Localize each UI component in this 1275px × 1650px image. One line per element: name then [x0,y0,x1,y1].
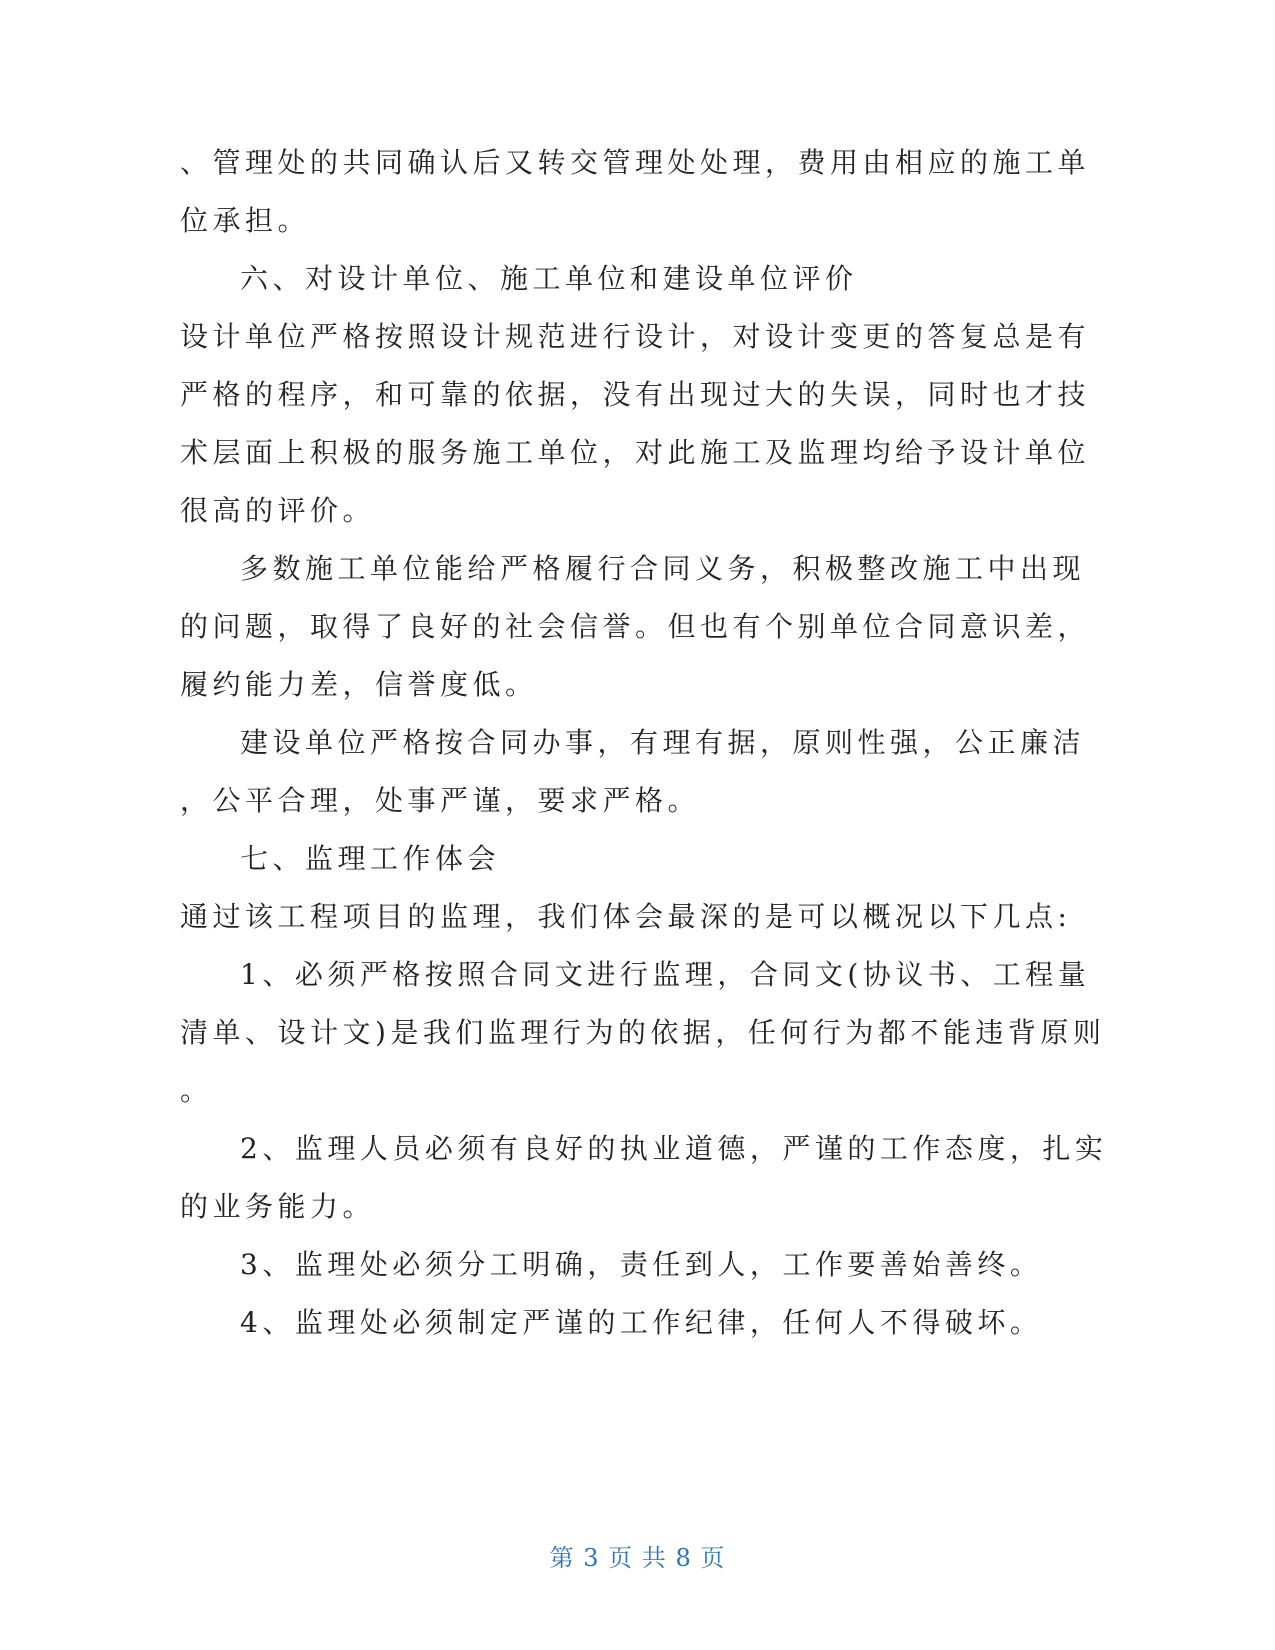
text-line: ，公平合理，处事严谨，要求严格。 [180,784,701,817]
text-line: 的业务能力。 [180,1190,376,1223]
total-pages-number: 8 [675,1544,692,1572]
footer-prefix: 第 [549,1544,575,1572]
text-line: 位承担。 [180,204,311,237]
text-line: 的问题，取得了良好的社会信誉。但也有个别单位合同意识差， [180,610,1091,643]
list-item: 4、监理处必须制定严谨的工作纪律，任何人不得破坏。 [240,1306,1043,1339]
list-item: 2、监理人员必须有良好的执业道德，严谨的工作态度，扎实 [240,1132,1108,1165]
text-line: 设计单位严格按照设计规范进行设计，对设计变更的答复总是有 [180,320,1091,353]
paragraph-start: 建设单位严格按合同办事，有理有据，原则性强，公正廉洁 [240,726,1086,759]
list-item: 1、必须严格按照合同文进行监理，合同文(协议书、工程量 [240,958,1091,991]
text-line: 、管理处的共同确认后又转交管理处处理，费用由相应的施工单 [180,146,1091,179]
text-line: 通过该工程项目的监理，我们体会最深的是可以概况以下几点: [180,900,1072,933]
paragraph-start: 多数施工单位能给严格履行合同义务，积极整改施工中出现 [240,552,1086,585]
list-item: 3、监理处必须分工明确，责任到人，工作要善始善终。 [240,1248,1043,1281]
section-heading: 六、对设计单位、施工单位和建设单位评价 [240,262,858,295]
text-line: 严格的程序，和可靠的依据，没有出现过大的失误，同时也才技 [180,378,1091,411]
text-line: 履约能力差，信誉度低。 [180,668,538,701]
current-page-number: 3 [583,1544,600,1572]
section-heading: 七、监理工作体会 [240,842,501,875]
text-line: 很高的评价。 [180,494,376,527]
text-line: 清单、设计文)是我们监理行为的依据，任何行为都不能违背原则 [180,1016,1106,1049]
footer-suffix: 页 [700,1544,726,1572]
footer-middle: 页 共 [608,1544,667,1572]
page-footer [0,1543,1275,1573]
text-line: 术层面上积极的服务施工单位，对此施工及监理均给予设计单位 [180,436,1091,469]
text-line: 。 [180,1074,213,1107]
